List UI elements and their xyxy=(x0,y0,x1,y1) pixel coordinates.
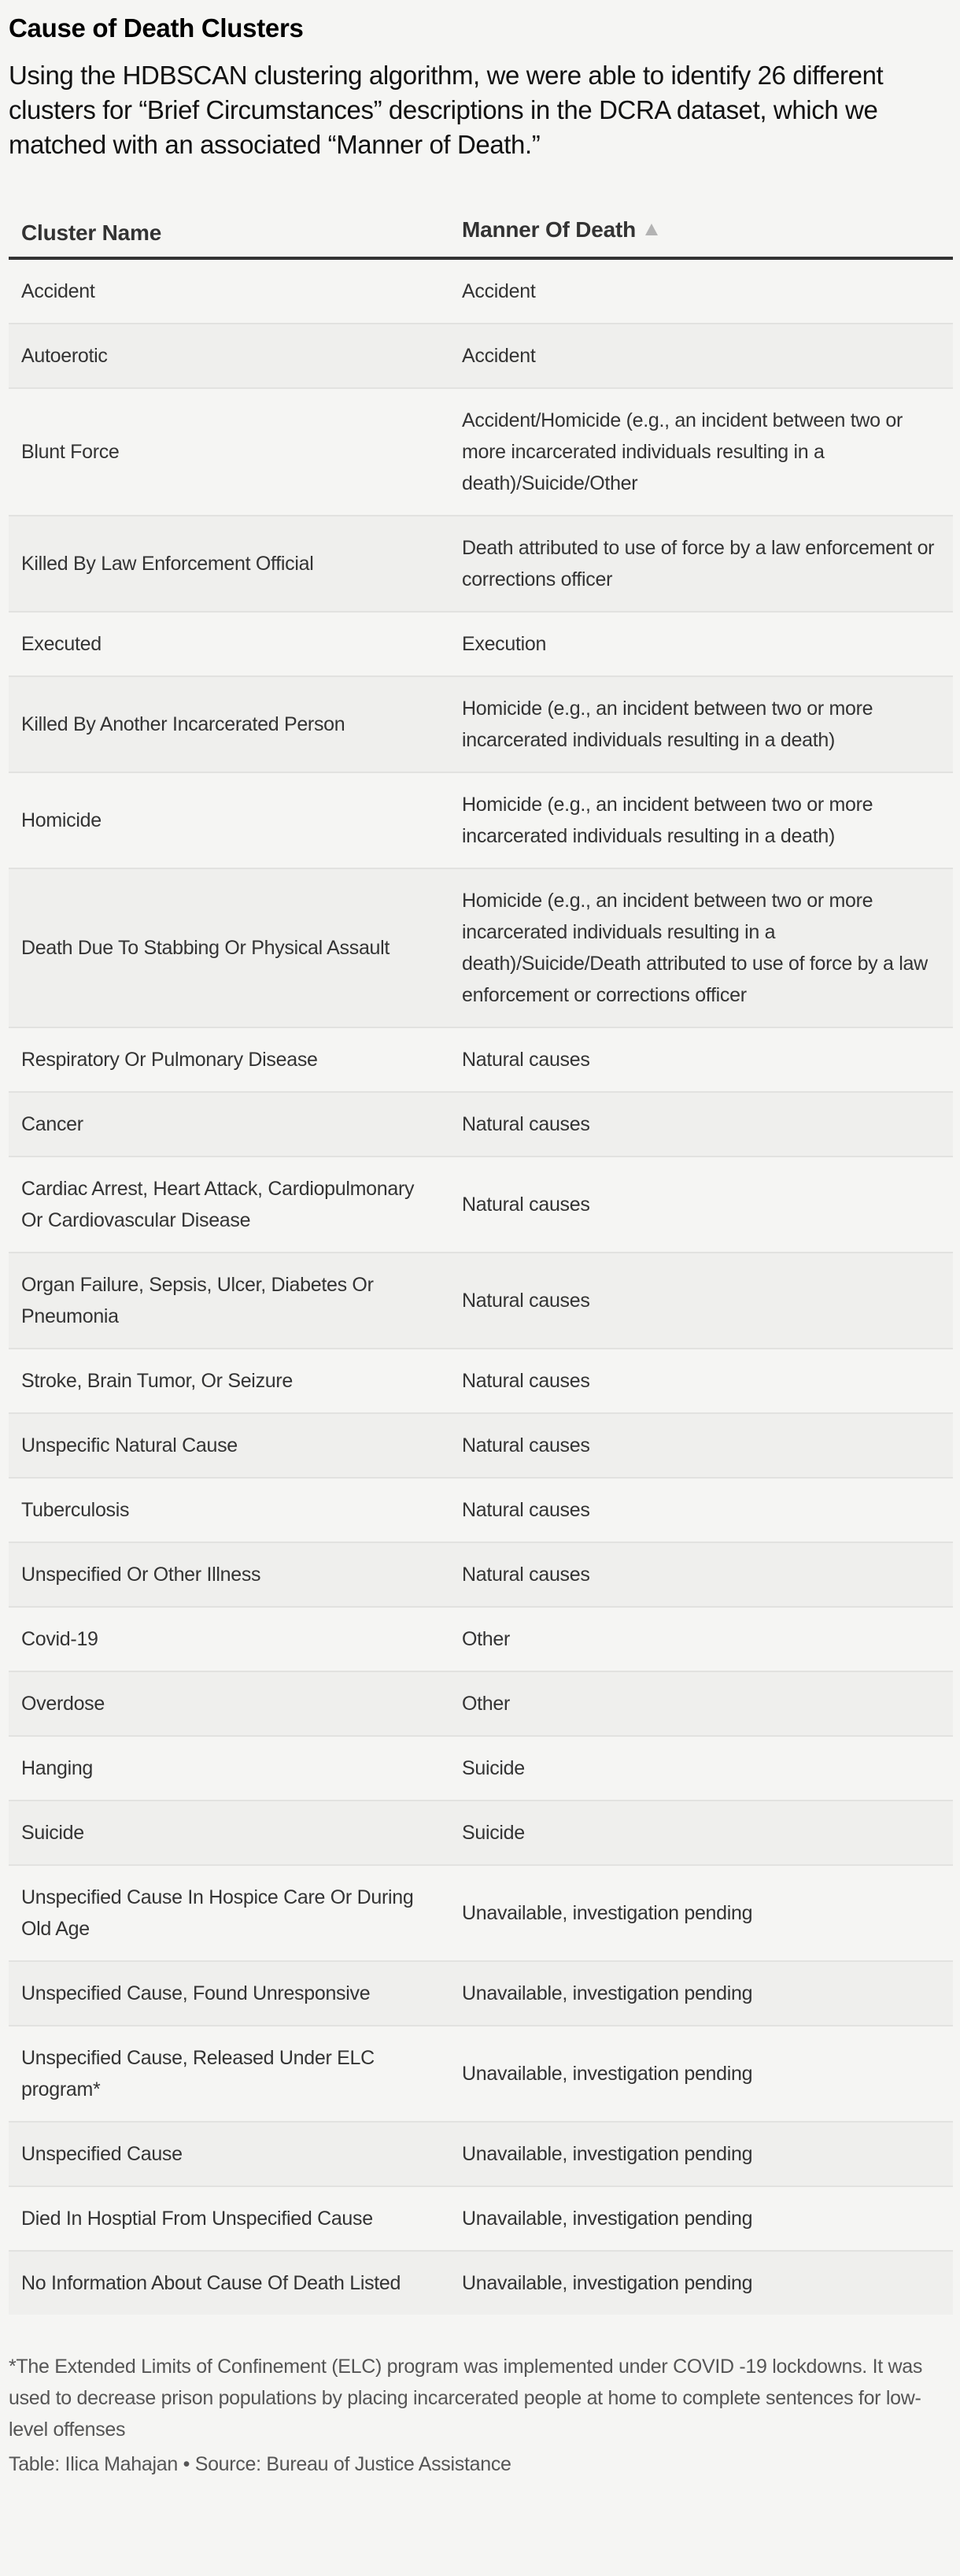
cell-manner-of-death: Natural causes xyxy=(449,1349,953,1413)
cell-manner-of-death: Execution xyxy=(449,612,953,676)
table-row xyxy=(9,1413,953,1478)
table-row xyxy=(9,1801,953,1865)
cell-manner-of-death: Unavailable, investigation pending xyxy=(449,2186,953,2251)
table-row xyxy=(9,1736,953,1801)
table-row xyxy=(9,868,953,1027)
cell-cluster-name: Killed By Law Enforcement Official xyxy=(9,516,449,612)
cell-cluster-name: Death Due To Stabbing Or Physical Assault xyxy=(9,868,449,1027)
sort-ascending-icon[interactable] xyxy=(645,224,658,235)
table-row xyxy=(9,2026,953,2122)
table-row xyxy=(9,772,953,868)
footnote: *The Extended Limits of Confinement (ELC) program was implemented under COVID -19 lockdowns. It was used to decrease prison populations by placing incarcerated people at home to complete sentences for low-level offenses xyxy=(9,2356,923,2441)
table-row xyxy=(9,1865,953,1961)
table-row xyxy=(9,1157,953,1253)
cell-manner-of-death: Unavailable, investigation pending xyxy=(449,1865,953,1961)
cell-cluster-name: Overdose xyxy=(9,1671,449,1736)
cell-manner-of-death: Natural causes xyxy=(449,1027,953,1092)
cell-cluster-name: Unspecified Cause xyxy=(9,2122,449,2186)
cell-manner-of-death: Natural causes xyxy=(449,1542,953,1607)
page-title: Cause of Death Clusters xyxy=(9,13,304,43)
cell-manner-of-death: Accident xyxy=(449,324,953,388)
cell-manner-of-death: Accident/Homicide (e.g., an incident between two or more incarcerated individuals resulting in a death)/Suicide/Other xyxy=(449,388,953,516)
cell-manner-of-death: Natural causes xyxy=(449,1478,953,1542)
table-row xyxy=(9,1671,953,1736)
column-header-cluster-name[interactable] xyxy=(9,217,449,258)
table-row xyxy=(9,258,953,324)
table-row xyxy=(9,1349,953,1413)
table-row xyxy=(9,388,953,516)
cell-cluster-name: Respiratory Or Pulmonary Disease xyxy=(9,1027,449,1092)
table-row xyxy=(9,1092,953,1157)
cell-cluster-name: Tuberculosis xyxy=(9,1478,449,1542)
cell-cluster-name: Autoerotic xyxy=(9,324,449,388)
cell-cluster-name: Blunt Force xyxy=(9,388,449,516)
table-row xyxy=(9,1607,953,1671)
table-row xyxy=(9,324,953,388)
cell-cluster-name: Unspecified Or Other Illness xyxy=(9,1542,449,1607)
table-row xyxy=(9,516,953,612)
cell-manner-of-death: Natural causes xyxy=(449,1157,953,1253)
cell-cluster-name: No Information About Cause Of Death Listed xyxy=(9,2251,449,2315)
cell-cluster-name: Unspecific Natural Cause xyxy=(9,1413,449,1478)
cell-cluster-name: Unspecified Cause In Hospice Care Or During Old Age xyxy=(9,1865,449,1961)
table-row xyxy=(9,2122,953,2186)
cell-cluster-name: Killed By Another Incarcerated Person xyxy=(9,676,449,772)
cell-cluster-name: Covid-19 xyxy=(9,1607,449,1671)
cell-cluster-name: Cardiac Arrest, Heart Attack, Cardiopulmonary Or Cardiovascular Disease xyxy=(9,1157,449,1253)
table-row xyxy=(9,612,953,676)
column-header-manner-of-death[interactable] xyxy=(449,217,953,258)
source-credit: Table: Ilica Mahajan • Source: Bureau of Justice Assistance xyxy=(9,2453,511,2475)
cell-manner-of-death: Homicide (e.g., an incident between two or more incarcerated individuals resulting in a death) xyxy=(449,676,953,772)
table-row xyxy=(9,1253,953,1349)
table-header-row xyxy=(9,217,953,258)
cell-manner-of-death: Natural causes xyxy=(449,1253,953,1349)
cell-manner-of-death: Homicide (e.g., an incident between two or more incarcerated individuals resulting in a death)/Suicide/Death attributed to use of force by a law enforcement or corrections officer xyxy=(449,868,953,1027)
cell-cluster-name: Homicide xyxy=(9,772,449,868)
column-header-label: Manner Of Death xyxy=(462,217,637,242)
cell-cluster-name: Unspecified Cause, Found Unresponsive xyxy=(9,1961,449,2026)
page-subtitle: Using the HDBSCAN clustering algorithm, we were able to identify 26 different clusters for “Brief Circumstances” descriptions in the DCRA dataset, which we matched with an associated “Manner of Death.” xyxy=(9,61,884,159)
cell-manner-of-death: Homicide (e.g., an incident between two or more incarcerated individuals resulting in a death) xyxy=(449,772,953,868)
cell-cluster-name: Stroke, Brain Tumor, Or Seizure xyxy=(9,1349,449,1413)
column-header-label: Cluster Name xyxy=(21,220,162,245)
table-body xyxy=(9,258,953,2315)
cell-cluster-name: Executed xyxy=(9,612,449,676)
cell-manner-of-death: Accident xyxy=(449,258,953,324)
cell-manner-of-death: Death attributed to use of force by a law enforcement or corrections officer xyxy=(449,516,953,612)
table-row xyxy=(9,2251,953,2315)
table-row xyxy=(9,1027,953,1092)
cell-manner-of-death: Unavailable, investigation pending xyxy=(449,1961,953,2026)
cell-cluster-name: Unspecified Cause, Released Under ELC program* xyxy=(9,2026,449,2122)
cell-manner-of-death: Natural causes xyxy=(449,1413,953,1478)
cell-manner-of-death: Natural causes xyxy=(449,1092,953,1157)
cell-cluster-name: Organ Failure, Sepsis, Ulcer, Diabetes Or Pneumonia xyxy=(9,1253,449,1349)
cell-cluster-name: Suicide xyxy=(9,1801,449,1865)
cell-manner-of-death: Unavailable, investigation pending xyxy=(449,2026,953,2122)
cell-cluster-name: Hanging xyxy=(9,1736,449,1801)
clusters-table xyxy=(9,217,953,2315)
table-row xyxy=(9,1542,953,1607)
cell-manner-of-death: Suicide xyxy=(449,1736,953,1801)
cell-manner-of-death: Other xyxy=(449,1607,953,1671)
table-row xyxy=(9,1961,953,2026)
cell-manner-of-death: Suicide xyxy=(449,1801,953,1865)
table-row xyxy=(9,676,953,772)
cell-cluster-name: Accident xyxy=(9,258,449,324)
table-row xyxy=(9,2186,953,2251)
cell-manner-of-death: Other xyxy=(449,1671,953,1736)
cell-cluster-name: Cancer xyxy=(9,1092,449,1157)
cell-manner-of-death: Unavailable, investigation pending xyxy=(449,2122,953,2186)
cell-manner-of-death: Unavailable, investigation pending xyxy=(449,2251,953,2315)
cell-cluster-name: Died In Hosptial From Unspecified Cause xyxy=(9,2186,449,2251)
table-row xyxy=(9,1478,953,1542)
